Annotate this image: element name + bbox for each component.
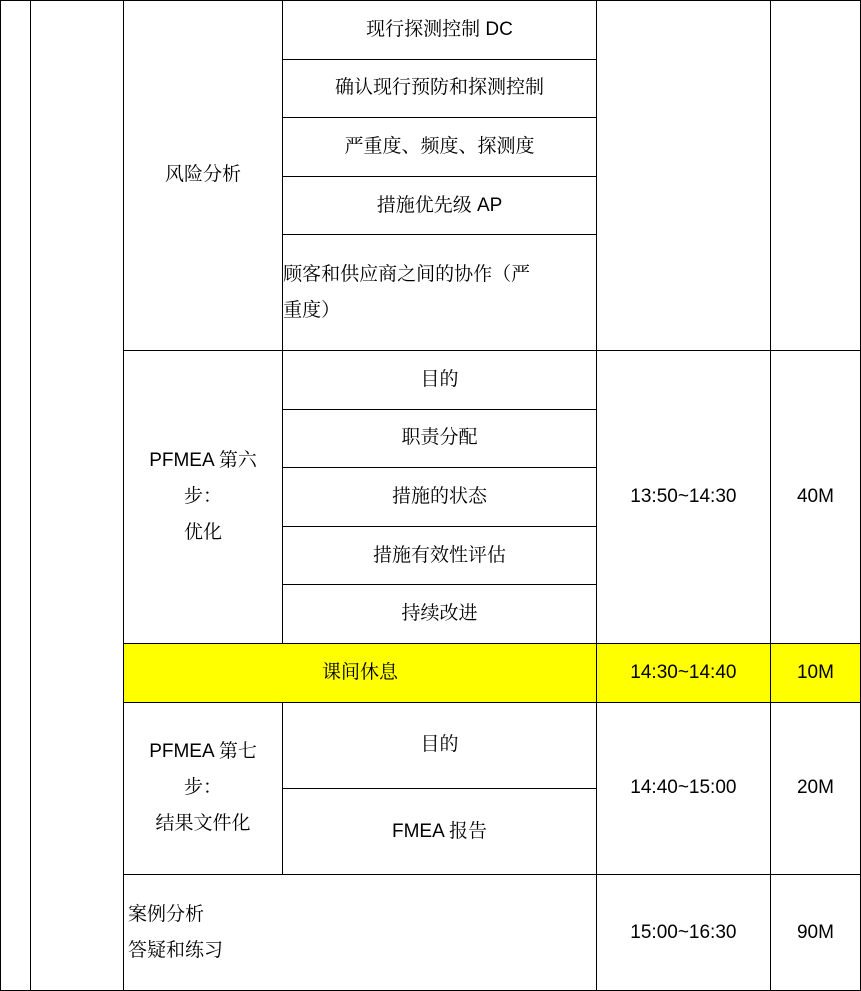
item-confirm-prevention-detection: 确认现行预防和探测控制: [283, 59, 597, 118]
duration-break: 10M: [770, 643, 860, 702]
duration-step7: 20M: [770, 702, 860, 875]
item-action-status: 措施的状态: [283, 468, 597, 527]
item-responsibility-allocation: 职责分配: [283, 409, 597, 468]
topic-text-wrapper: [124, 443, 282, 551]
item-line-2: 重度）: [283, 299, 341, 321]
item-line-1: 顾客和供应商之间的协作（严: [283, 263, 531, 285]
time-step6: 13:50~14:30: [596, 351, 770, 644]
item-fmea-report: FMEA 报告: [283, 788, 597, 874]
time-case-study: 15:00~16:30: [596, 875, 770, 991]
duration-case-study: 90M: [770, 875, 860, 991]
topic-line-3: 结果文件化: [155, 813, 251, 835]
item-text-wrapper: [283, 257, 596, 329]
duration-step6: 40M: [770, 351, 860, 644]
item-purpose-step6: 目的: [283, 351, 597, 410]
topic-line-2: 答疑和练习: [128, 939, 224, 961]
duration-risk-analysis: [770, 1, 860, 351]
item-severity-occurrence-detection: 严重度、频度、探测度: [283, 118, 597, 177]
topic-pfmea-step6: [124, 351, 283, 644]
topic-case-study-qa: [124, 875, 597, 991]
time-step7: 14:40~15:00: [596, 702, 770, 875]
topic-line-1: PFMEA 第七: [149, 741, 257, 763]
topic-line-1: PFMEA 第六: [149, 449, 257, 471]
topic-text-wrapper: [124, 734, 282, 842]
topic-pfmea-step7: [124, 702, 283, 875]
table-row: [1, 1, 861, 60]
item-continuous-improvement: 持续改进: [283, 585, 597, 644]
item-purpose-step7: 目的: [283, 702, 597, 788]
item-action-priority-ap: 措施优先级 AP: [283, 176, 597, 235]
topic-line-2: 步：: [184, 777, 223, 799]
topic-line-1: 案例分析: [128, 903, 205, 925]
spacer-col-left: [1, 1, 31, 991]
item-action-effectiveness-assessment: 措施有效性评估: [283, 526, 597, 585]
module-col: [30, 1, 123, 991]
item-customer-supplier-collaboration: [283, 235, 597, 351]
topic-text-wrapper: [124, 897, 596, 969]
topic-break: 课间休息: [124, 643, 597, 702]
topic-risk-analysis: 风险分析: [124, 1, 283, 351]
topic-line-3: 优化: [184, 522, 223, 544]
table-row-break: [1, 643, 861, 702]
time-break: 14:30~14:40: [596, 643, 770, 702]
time-risk-analysis: [596, 1, 770, 351]
item-current-detection-control: 现行探测控制 DC: [283, 1, 597, 60]
table-row: [1, 351, 861, 410]
table-row: [1, 702, 861, 788]
topic-line-2: 步：: [184, 485, 223, 507]
